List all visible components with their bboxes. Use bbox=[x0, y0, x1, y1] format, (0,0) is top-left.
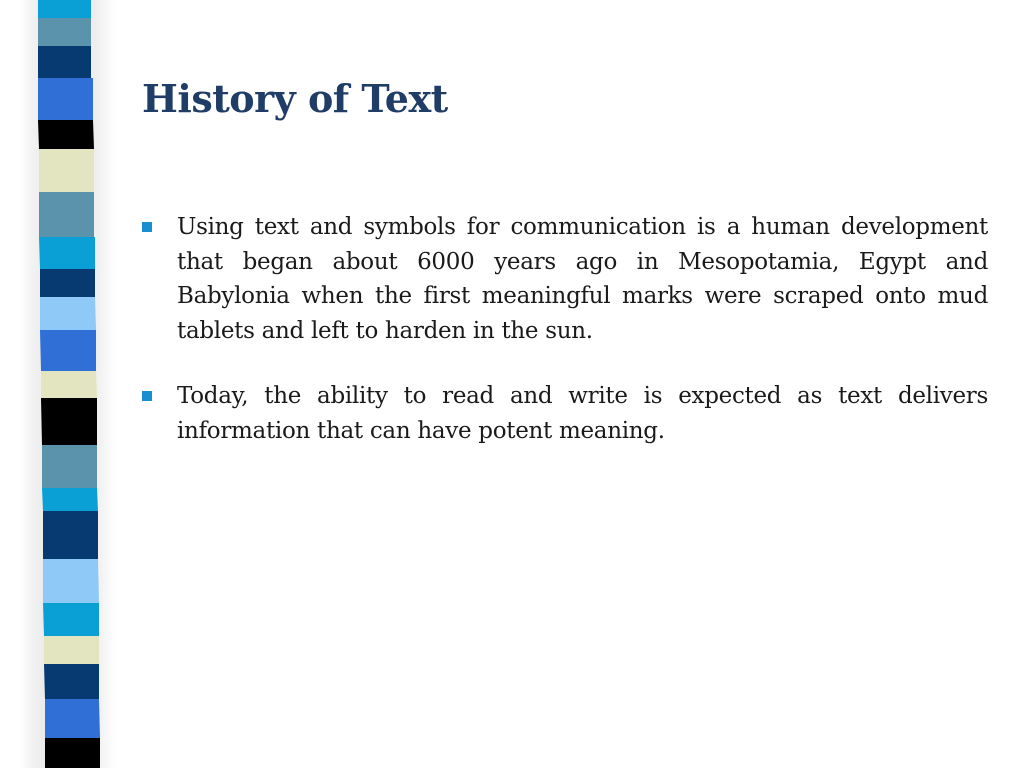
strip-segment bbox=[43, 603, 99, 636]
strip-segment bbox=[40, 297, 96, 330]
strip-segment bbox=[41, 371, 97, 398]
strip-segment bbox=[39, 149, 94, 192]
strip-segment bbox=[39, 237, 95, 269]
strip-segment bbox=[44, 636, 99, 664]
bullet-list bbox=[142, 210, 988, 479]
strip-segment bbox=[45, 699, 100, 738]
strip-segment bbox=[38, 18, 91, 46]
strip-segment bbox=[45, 738, 100, 768]
strip-segment bbox=[38, 120, 94, 149]
square-bullet-icon bbox=[142, 222, 152, 232]
slide-title: History of Text bbox=[142, 76, 448, 121]
bullet-item bbox=[142, 379, 988, 448]
square-bullet-icon bbox=[142, 391, 152, 401]
decorative-color-strip bbox=[0, 0, 130, 768]
bullet-text: Today, the ability to read and write is expected as text delivers information that can have potent meaning. bbox=[177, 383, 988, 444]
strip-segment bbox=[42, 445, 97, 488]
strip-segment bbox=[38, 0, 91, 18]
strip-segment bbox=[38, 78, 93, 120]
strip-segment bbox=[43, 559, 99, 603]
strip-segment bbox=[43, 511, 98, 559]
strip-segment bbox=[40, 330, 96, 371]
strip-segment bbox=[40, 269, 95, 297]
strip-segment bbox=[44, 664, 99, 699]
strip-segment bbox=[42, 488, 98, 511]
bullet-item bbox=[142, 210, 988, 348]
strip-segment bbox=[39, 192, 94, 237]
strip-segment bbox=[41, 398, 97, 445]
strip-segment bbox=[38, 46, 91, 78]
bullet-text: Using text and symbols for communication is a human development that began about 6000 years ago in Mesopotamia, Egypt and Babylonia when the first meaningful marks were scraped onto mud tablets and left to harden in the sun. bbox=[177, 214, 988, 344]
